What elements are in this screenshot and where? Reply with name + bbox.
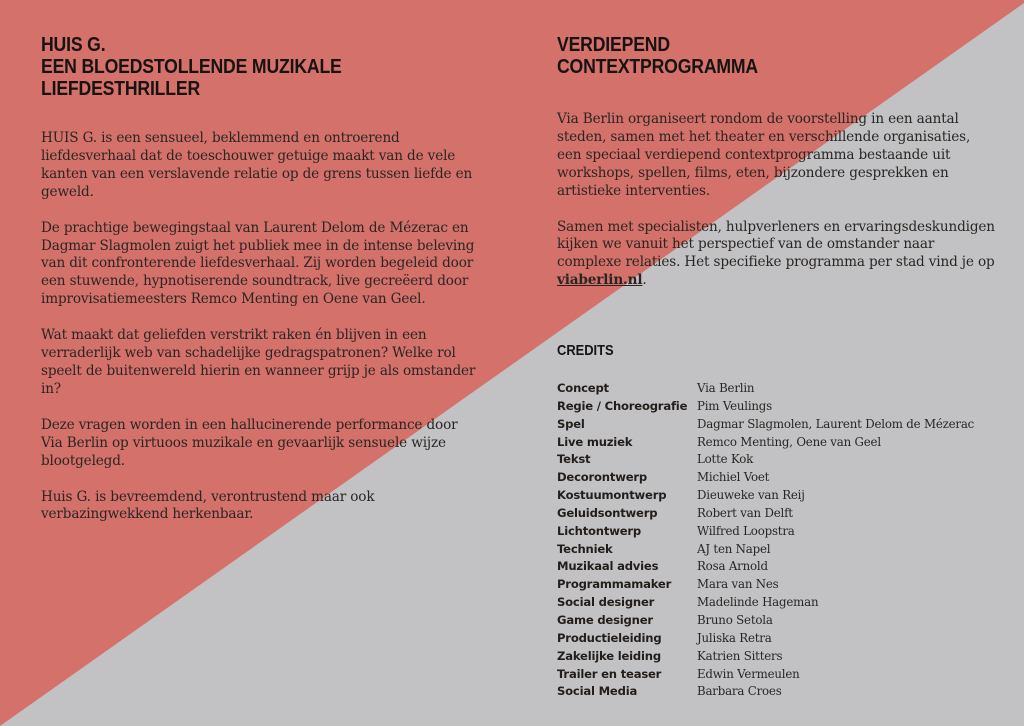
credit-name: Juliska Retra (697, 630, 772, 645)
credit-role: Spel (557, 416, 585, 431)
context-paragraph-end: . (642, 272, 647, 289)
credit-row (557, 612, 974, 630)
credit-name: Katrien Sitters (697, 648, 783, 663)
credit-row (557, 683, 974, 701)
body-paragraph: Wat maakt dat geliefden verstrikt raken én blijven in een verraderlijk web van schadelijke gedragspatronen? Welke rol speelt de buitenwereld hierin en wanneer grijp je als omstander in? (41, 327, 476, 397)
credit-role: Lichtontwerp (557, 523, 641, 538)
viaberlin-link[interactable]: viaberlin.nl (557, 272, 643, 289)
left-title-line: HUIS G. (41, 33, 106, 56)
credit-role: Concept (557, 381, 609, 395)
credit-name: Pim Veulings (697, 398, 773, 413)
right-title (557, 34, 935, 78)
credit-role: Geluidsontwerp (557, 505, 658, 520)
context-paragraph-text: Samen met specialisten, hulpverleners en ervaringsdeskundigen kijken we vanuit het perspectief van de omstander naar complexe relaties. Het specifieke programma per stad vind je op (557, 218, 995, 271)
credit-row (557, 541, 974, 559)
credit-name: Lotte Kok (697, 452, 754, 467)
credit-role: Regie / Choreografie (557, 398, 688, 413)
credit-name: Via Berlin (697, 381, 755, 395)
context-paragraph: Via Berlin organiseert rondom de voorstelling in een aantal steden, samen met het theater en verschillende organisaties, een speciaal verdiepend contextprogramma bestaande uit workshops, spellen, films, eten, bijzondere gesprekken en artistieke interventies. (557, 111, 971, 199)
credit-role: Tekst (557, 452, 591, 467)
context-paragraph-2 (557, 219, 997, 291)
body-paragraph: De prachtige bewegingstaal van Laurent Delom de Mézerac en Dagmar Slagmolen zuigt het publiek mee in de intense beleving van dit confronterende liefdesverhaal. Zij worden begeleid door een stuwende, hypnotiserende soundtrack, live gecreëerd door improvisatiemeesters Remco Menting en Oene van Geel. (41, 219, 475, 308)
left-title-line: LIEFDESTHRILLER (41, 77, 201, 100)
credit-row (557, 594, 974, 612)
credit-role: Trailer en teaser (557, 666, 662, 681)
credit-row (557, 505, 974, 523)
right-title-line: VERDIEPEND (557, 33, 670, 56)
credit-role: Social Media (557, 684, 638, 699)
credit-name: Mara van Nes (697, 577, 779, 592)
right-title-line: CONTEXTPROGRAMMA (557, 55, 758, 78)
credit-name: Rosa Arnold (697, 559, 768, 574)
credit-name: Remco Menting, Oene van Geel (697, 434, 881, 449)
credit-row (557, 487, 974, 505)
credit-role: Decorontwerp (557, 470, 647, 485)
credit-name: Wilfred Loopstra (697, 523, 795, 538)
credit-row (557, 558, 974, 576)
intro-paragraph: HUIS G. is een sensueel, beklemmend en ontroerend liefdesverhaal dat de toeschouwer getuige maakt van de vele kanten van een verslavende relatie op de grens tussen liefde en geweld. (41, 130, 473, 200)
credits-list (557, 380, 974, 701)
credit-name: Michiel Voet (697, 470, 770, 485)
credit-role: Game designer (557, 612, 653, 627)
credit-role: Techniek (557, 541, 613, 556)
credit-row (557, 666, 974, 684)
credit-row (557, 469, 974, 487)
credit-row (557, 380, 974, 398)
left-column (41, 34, 481, 524)
credit-row (557, 451, 974, 469)
credit-role: Social designer (557, 595, 655, 610)
credits-heading: CREDITS (557, 342, 614, 359)
credit-name: Dieuweke van Reij (697, 488, 805, 503)
credit-row (557, 576, 974, 594)
right-column (557, 34, 997, 290)
credit-name: Edwin Vermeulen (697, 666, 800, 681)
credit-row (557, 416, 974, 434)
credit-row (557, 630, 974, 648)
credit-name: Dagmar Slagmolen, Laurent Delom de Mézerac (697, 416, 975, 431)
credit-row (557, 398, 974, 416)
credit-role: Productieleiding (557, 630, 662, 645)
credit-name: AJ ten Napel (697, 541, 771, 556)
credit-row (557, 523, 974, 541)
credit-role: Programmamaker (557, 577, 672, 592)
credit-row (557, 434, 974, 452)
credit-role: Zakelijke leiding (557, 648, 661, 663)
credit-role: Live muziek (557, 434, 633, 449)
body-paragraph: Huis G. is bevreemdend, verontrustend maar ook verbazingwekkend herkenbaar. (41, 488, 375, 523)
credit-name: Madelinde Hageman (697, 595, 819, 610)
credit-name: Robert van Delft (697, 505, 793, 520)
credit-role: Kostuumontwerp (557, 488, 667, 503)
left-title-line: EEN BLOEDSTOLLENDE MUZIKALE (41, 55, 342, 78)
credit-row (557, 648, 974, 666)
credit-role: Muzikaal advies (557, 559, 659, 574)
credit-name: Barbara Croes (697, 684, 782, 699)
credit-name: Bruno Setola (697, 612, 773, 627)
left-title (41, 34, 419, 100)
body-paragraph: Deze vragen worden in een hallucinerende performance door Via Berlin op virtuoos muzikale en gevaarlijk sensuele wijze blootgelegd. (41, 416, 458, 469)
